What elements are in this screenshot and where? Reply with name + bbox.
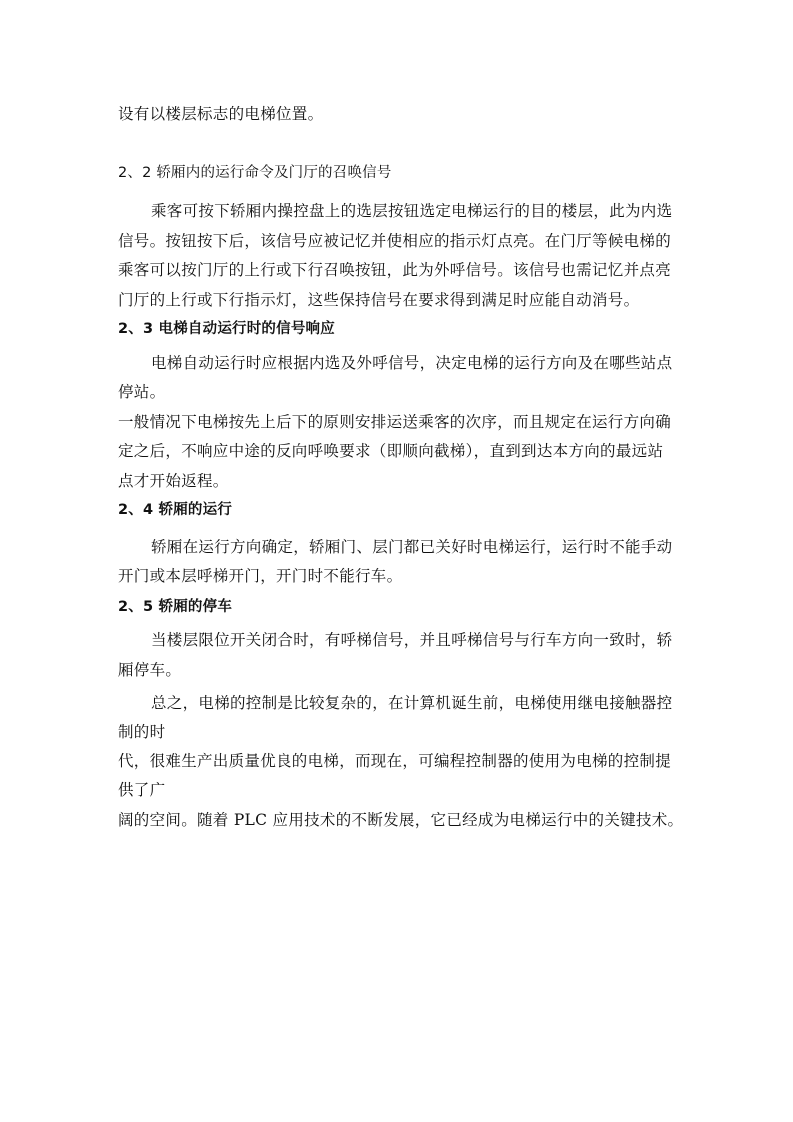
text-line-1: 设有以楼层标志的电梯位置。 — [118, 105, 324, 123]
text-line-3: 乘客可按下轿厢内操控盘上的选层按钮选定电梯运行的目的楼层，此为内选 — [151, 202, 673, 220]
text-line-23: 阔的空间。随着 PLC 应用技术的不断发展，它已经成为电梯运行中的关键技术。 — [118, 811, 684, 829]
section-heading-2-2: 2、2 轿厢内的运行命令及门厅的召唤信号 — [118, 165, 392, 181]
section-heading-2-3: 2、3 电梯自动运行时的信号响应 — [118, 321, 335, 337]
text-line-14: 轿厢在运行方向确定，轿厢门、层门都已关好时电梯运行，运行时不能手动 — [151, 538, 673, 556]
text-line-8: 电梯自动运行时应根据内选及外呼信号，决定电梯的运行方向及在哪些站点 — [151, 354, 673, 372]
text-line-22: 供了广 — [118, 781, 166, 799]
text-line-4: 信号。按钮按下后，该信号应被记忆并使相应的指示灯点亮。在门厅等候电梯的 — [118, 232, 672, 250]
text-line-21: 代，很难生产出质量优良的电梯，而现在，可编程控制器的使用为电梯的控制提 — [118, 752, 672, 770]
section-heading-2-5: 2、5 轿厢的停车 — [118, 599, 233, 615]
text-line-10: 一般情况下电梯按先上后下的原则安排运送乘客的次序，而且规定在运行方向确 — [118, 413, 672, 431]
text-line-9: 停站。 — [118, 383, 166, 401]
text-line-17: 当楼层限位开关闭合时，有呼梯信号，并且呼梯信号与行车方向一致时，轿 — [151, 631, 673, 649]
text-line-11: 定之后，不响应中途的反向呼唤要求（即顺向截梯），直到到达本方向的最远站 — [118, 442, 664, 460]
text-line-12: 点才开始返程。 — [118, 472, 229, 490]
text-line-15: 开门或本层呼梯开门，开门时不能行车。 — [118, 567, 403, 585]
section-heading-2-4: 2、4 轿厢的运行 — [118, 502, 233, 518]
text-line-20: 制的时 — [118, 723, 166, 741]
text-line-5: 乘客可以按门厅的上行或下行召唤按钮，此为外呼信号。该信号也需记忆并点亮 — [118, 261, 672, 279]
text-line-19: 总之，电梯的控制是比较复杂的，在计算机诞生前，电梯使用继电接触器控 — [151, 694, 673, 712]
text-line-18: 厢停车。 — [118, 661, 182, 679]
text-line-6: 门厅的上行或下行指示灯，这些保持信号在要求得到满足时应能自动消号。 — [118, 291, 640, 309]
